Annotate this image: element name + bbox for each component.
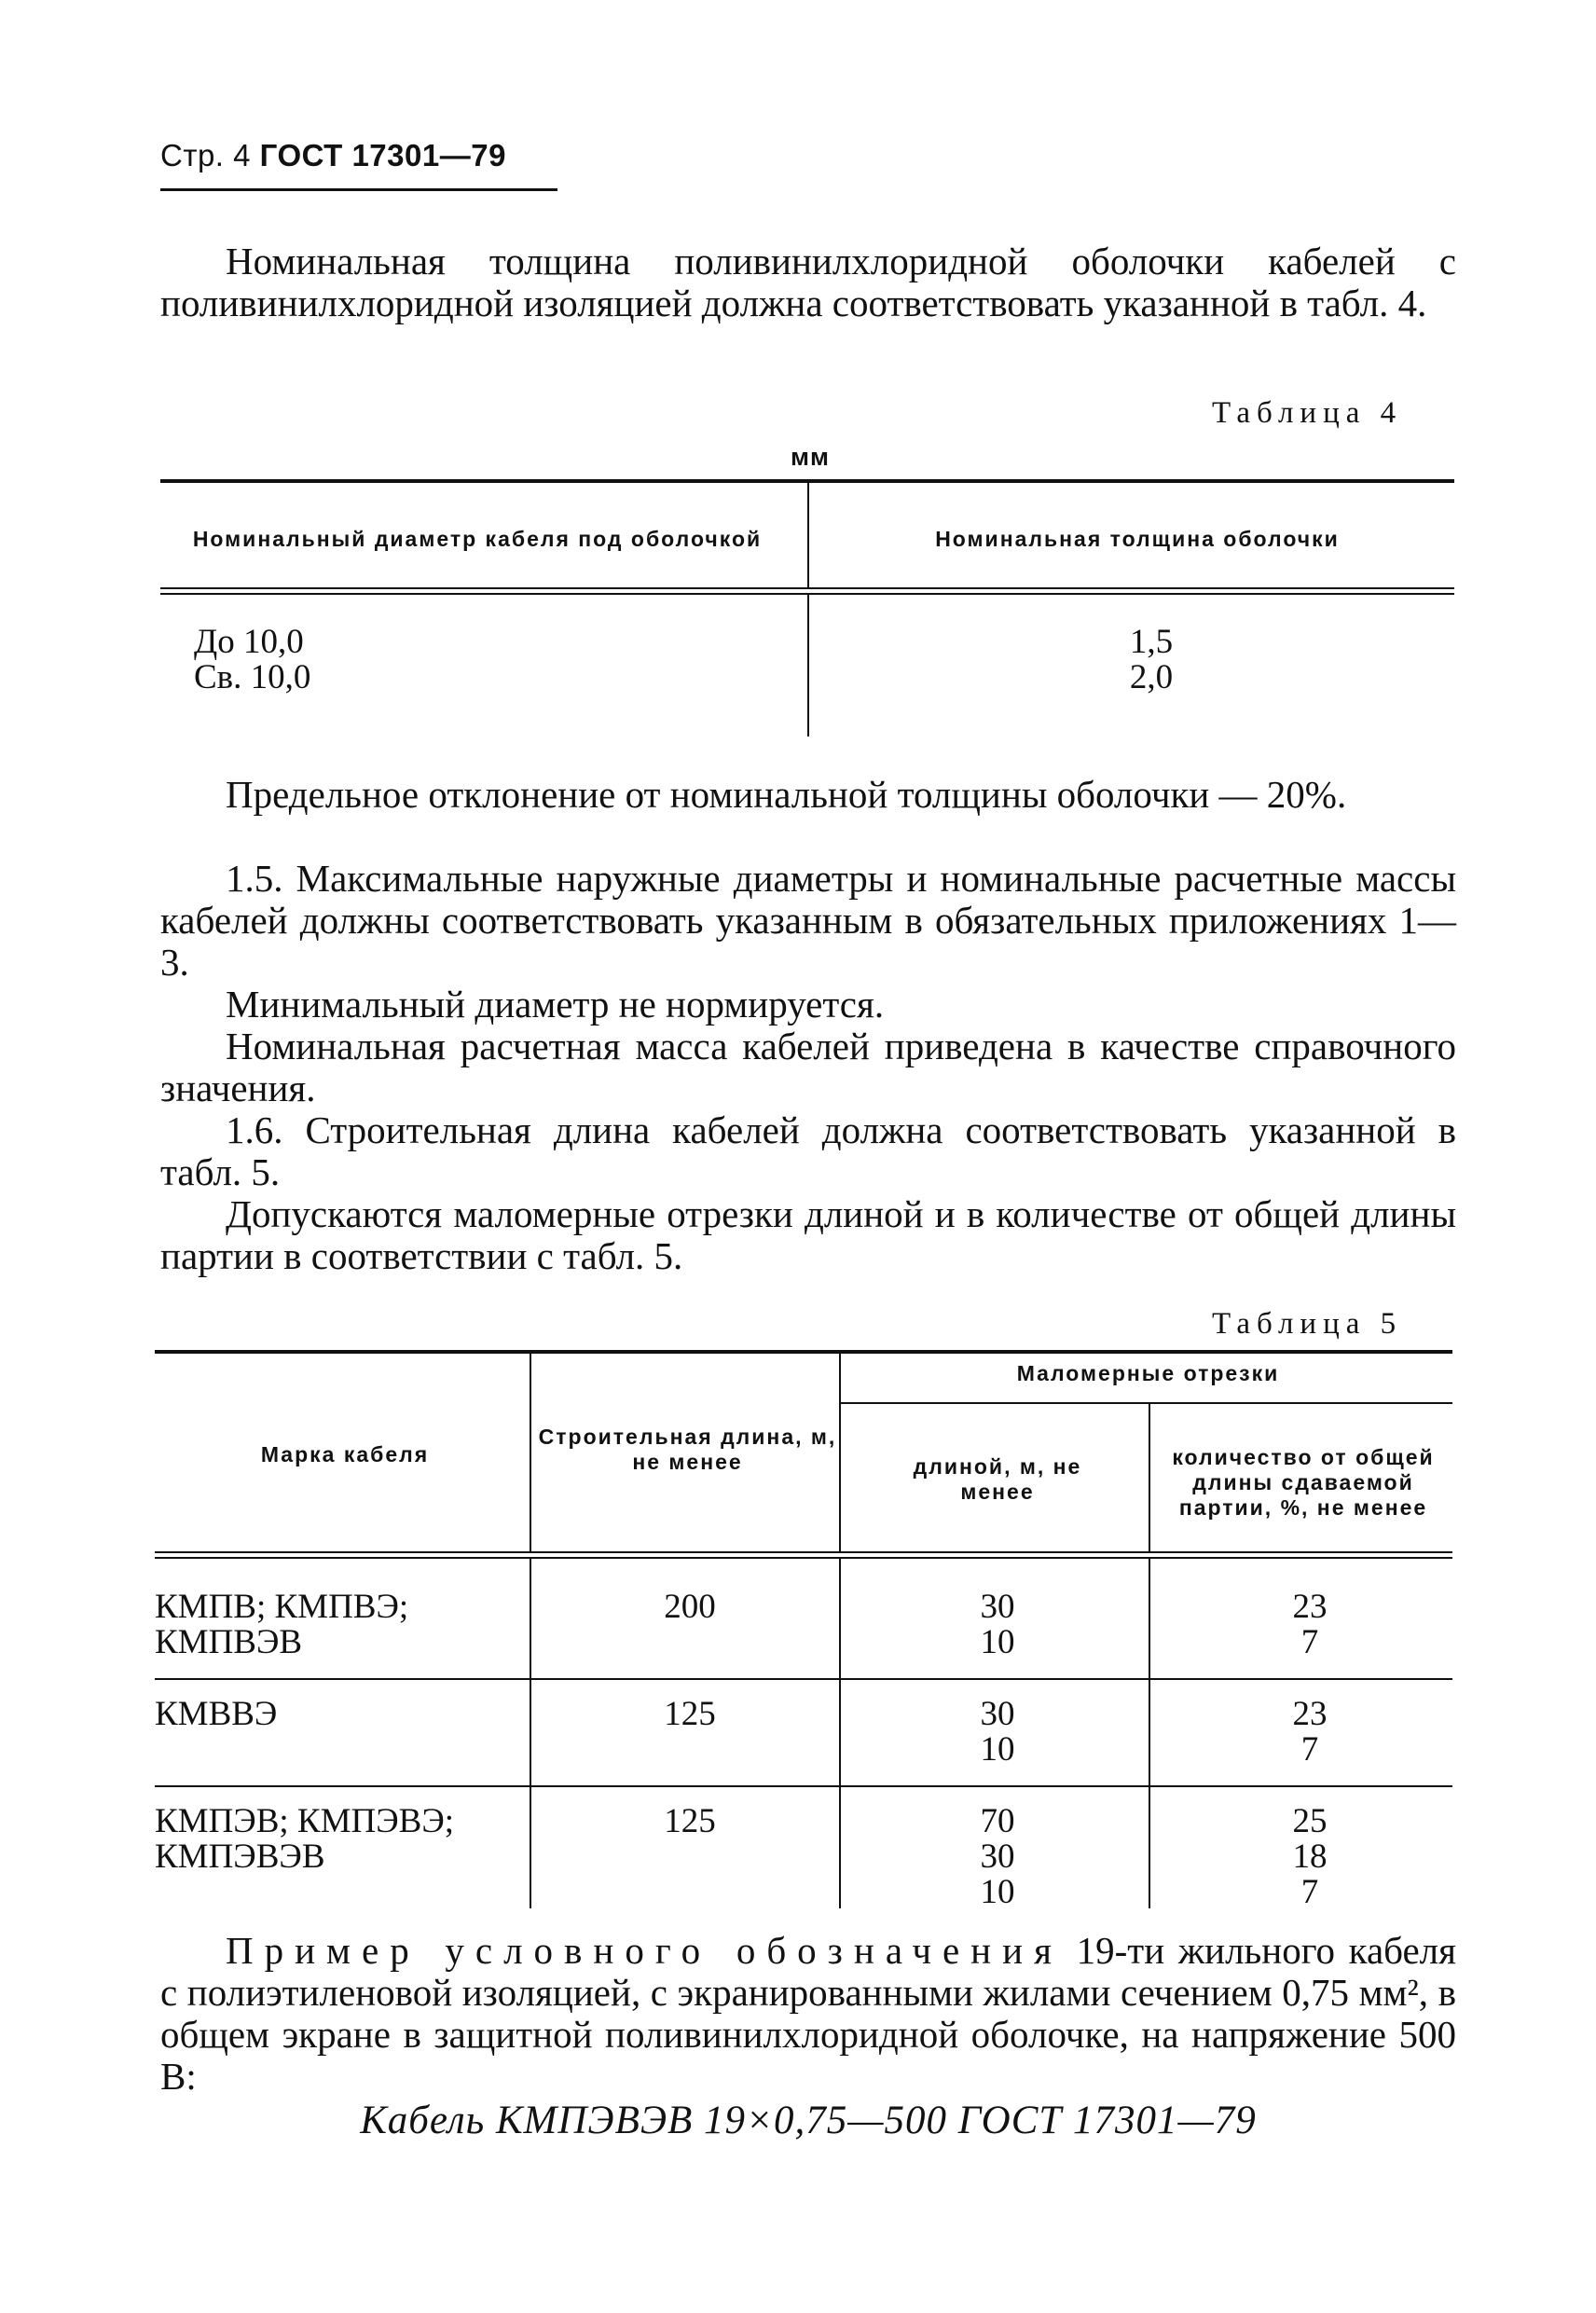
example-designation: Кабель КМПЭВЭВ 19×0,75—500 ГОСТ 17301—79: [360, 2099, 1257, 2142]
example-text: 19-ти жильного кабеля с полиэтиленовой изоляцией, с экранированными жилами сечением 0,75 мм², в общем экране в защитной поливинилхлоридной оболочке, на напряжение 500 В:: [160, 1929, 1457, 2098]
table5-header-short-qty: количество от общей длины сдаваемой партии, %, не менее: [1172, 1445, 1435, 1520]
paragraph-min-diameter: Минимальный диаметр не нормируется.: [226, 983, 885, 1026]
header-rule: [160, 188, 557, 191]
paragraph-deviation: Предельное отклонение от номинальной толщины оболочки — 20%.: [226, 773, 1347, 816]
table4-header-diameter: Номинальный диаметр кабеля под оболочкой: [192, 527, 763, 551]
table5-caption: Таблица 5: [1212, 1307, 1403, 1341]
page-header: [160, 138, 506, 173]
table5-divider-2-body: [839, 1559, 841, 1908]
table4-divider-body: [807, 595, 809, 737]
table4-cell: 2,0: [1129, 658, 1174, 696]
table5-header-rule-a: [155, 1551, 1452, 1553]
table5-row2-short-qty: 23 7: [1292, 1695, 1328, 1769]
paragraph-mass: Номинальная расчетная масса кабелей приведена в качестве справочного значения.: [160, 1025, 1456, 1109]
table5-row1-short-length: 30 10: [980, 1588, 1015, 1661]
table5-row1-brand: КМПВ; КМПВЭ; КМПВЭВ: [155, 1588, 409, 1661]
page-number: Стр. 4: [160, 138, 251, 172]
table5-row1-length: 200: [664, 1588, 716, 1626]
table4-divider-head: [807, 483, 809, 587]
table5-row1-short-qty: 23 7: [1292, 1588, 1328, 1661]
table5-header-short-length: длиной, м, не менее: [913, 1454, 1082, 1504]
intro-paragraph: Номинальная толщина поливинилхлоридной оболочки кабелей с поливинилхлоридной изоляцией должна соответствовать указанной в табл. 4.: [160, 240, 1456, 324]
table5-group-rule: [841, 1402, 1452, 1404]
table4-col2: [1081, 625, 1221, 695]
table5-row2-length: 125: [664, 1695, 716, 1733]
table5-top-rule: [155, 1350, 1452, 1354]
example-paragraph: [160, 1930, 1456, 2098]
table5-header-length: Строительная длина, м, не менее: [538, 1425, 837, 1474]
table5-divider-3-body: [1149, 1559, 1150, 1908]
table4-unit: мм: [791, 443, 830, 471]
table5-header-brand: Марка кабеля: [260, 1442, 430, 1466]
paragraph-1-6: 1.6. Строительная длина кабелей должна соответствовать указанной в табл. 5.: [160, 1108, 1456, 1193]
table4-cell: 1,5: [1129, 623, 1174, 661]
paragraph-1-5: 1.5. Максимальные наружные диаметры и номинальные расчетные массы кабелей должны соответствовать указанным в обязательных приложениях 1—3.: [160, 857, 1456, 984]
table5-divider-2-head: [839, 1354, 841, 1551]
table5-row3-short-length: 70 30 10: [980, 1802, 1015, 1911]
table4-cell: Св. 10,0: [194, 658, 311, 696]
table4-caption: Таблица 4: [1212, 396, 1403, 430]
table5-header-short-group: Маломерные отрезки: [1016, 1361, 1280, 1385]
table5-row2-brand: КМВВЭ: [155, 1695, 278, 1733]
table5-divider-3-head: [1149, 1404, 1150, 1551]
paragraph-allowed: Допускаются маломерные отрезки длиной и в количестве от общей длины партии в соответствии с табл. 5.: [160, 1192, 1456, 1277]
table5-row3-length: 125: [664, 1802, 716, 1840]
table5-divider-1-head: [530, 1354, 531, 1551]
example-lead: Пример условного обозначения: [226, 1929, 1063, 1972]
table5-row3-brand: КМПЭВ; КМПЭВЭ; КМПЭВЭВ: [155, 1802, 455, 1876]
table5-row3-short-qty: 25 18 7: [1292, 1802, 1328, 1911]
table5-row-rule: [155, 1785, 1452, 1787]
table5-header-rule-b: [155, 1557, 1452, 1559]
table4-cell: До 10,0: [194, 623, 304, 661]
table5-row-rule: [155, 1678, 1452, 1680]
table5-row2-short-length: 30 10: [980, 1695, 1015, 1769]
standard-code: ГОСТ 17301—79: [259, 138, 506, 172]
table4-header-rule-a: [160, 587, 1454, 589]
table4-col1: [194, 625, 474, 695]
table5-divider-1-body: [530, 1559, 531, 1908]
table4-header-thickness: Номинальная толщина оболочки: [935, 527, 1340, 551]
